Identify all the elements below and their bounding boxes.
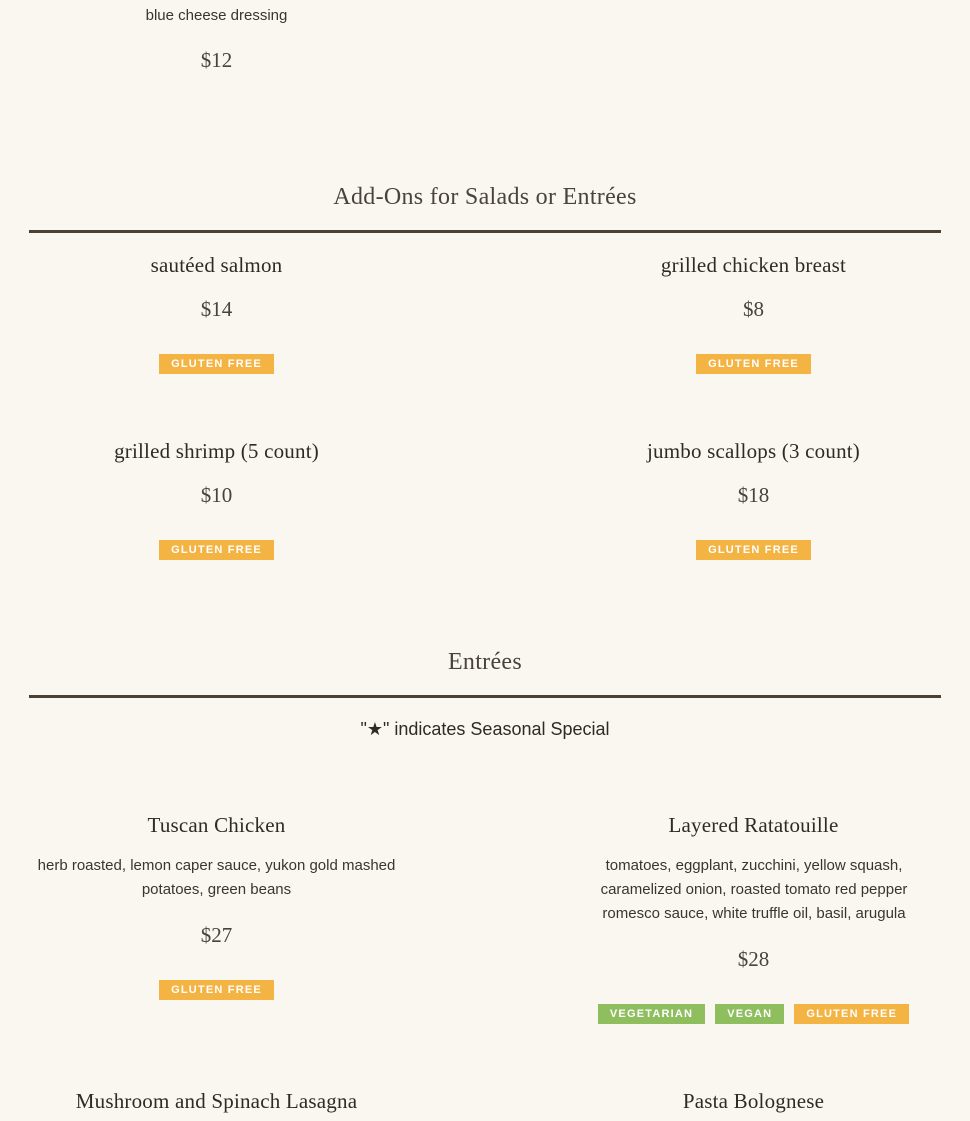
addon-name: jumbo scallops (3 count) [646, 439, 861, 463]
menu-item-price: $12 [200, 48, 233, 72]
entree-name: Layered Ratatouille [668, 813, 839, 837]
gluten-free-badge: GLUTEN FREE [159, 980, 274, 1000]
entree-price: $27 [200, 923, 233, 947]
gluten-free-badge: GLUTEN FREE [794, 1004, 909, 1024]
addon-name: sautéed salmon [150, 253, 283, 277]
gluten-free-badge: GLUTEN FREE [696, 354, 811, 374]
dietary-badges [30, 354, 403, 374]
dietary-badges [567, 354, 940, 374]
addon-price: $10 [200, 483, 233, 507]
addon-price: $8 [743, 297, 764, 321]
entree-name: Mushroom and Spinach Lasagna [75, 1089, 358, 1113]
entree-description: herb roasted, lemon caper sauce, yukon gold mashed potatoes, green beans [37, 857, 396, 898]
entree-name: Tuscan Chicken [147, 813, 286, 837]
gluten-free-badge: GLUTEN FREE [159, 540, 274, 560]
gluten-free-badge: GLUTEN FREE [696, 540, 811, 560]
entree-price: $28 [737, 947, 770, 971]
vegan-badge: VEGAN [715, 1004, 784, 1024]
dietary-badges [567, 540, 940, 560]
addon-name: grilled chicken breast [660, 253, 847, 277]
addon-price: $14 [200, 297, 233, 321]
addon-price: $18 [737, 483, 770, 507]
section-divider [29, 695, 941, 698]
dietary-badges [30, 540, 403, 560]
menu-item-description: blue cheese dressing [145, 7, 288, 24]
dietary-badges [30, 980, 403, 1000]
gluten-free-badge: GLUTEN FREE [159, 354, 274, 374]
section-title-addons: Add-Ons for Salads or Entrées [333, 184, 637, 210]
entree-name: Pasta Bolognese [682, 1089, 825, 1113]
entree-description: tomatoes, eggplant, zucchini, yellow squash, caramelized onion, roasted tomato red pepper romesco sauce, white truffle oil, basil, arugula [600, 857, 908, 922]
section-divider [29, 230, 941, 233]
seasonal-special-note: "★" indicates Seasonal Special [360, 719, 610, 739]
section-title-entrees: Entrées [447, 649, 523, 675]
dietary-badges [567, 1004, 940, 1024]
vegetarian-badge: VEGETARIAN [598, 1004, 705, 1024]
addon-name: grilled shrimp (5 count) [114, 439, 319, 463]
